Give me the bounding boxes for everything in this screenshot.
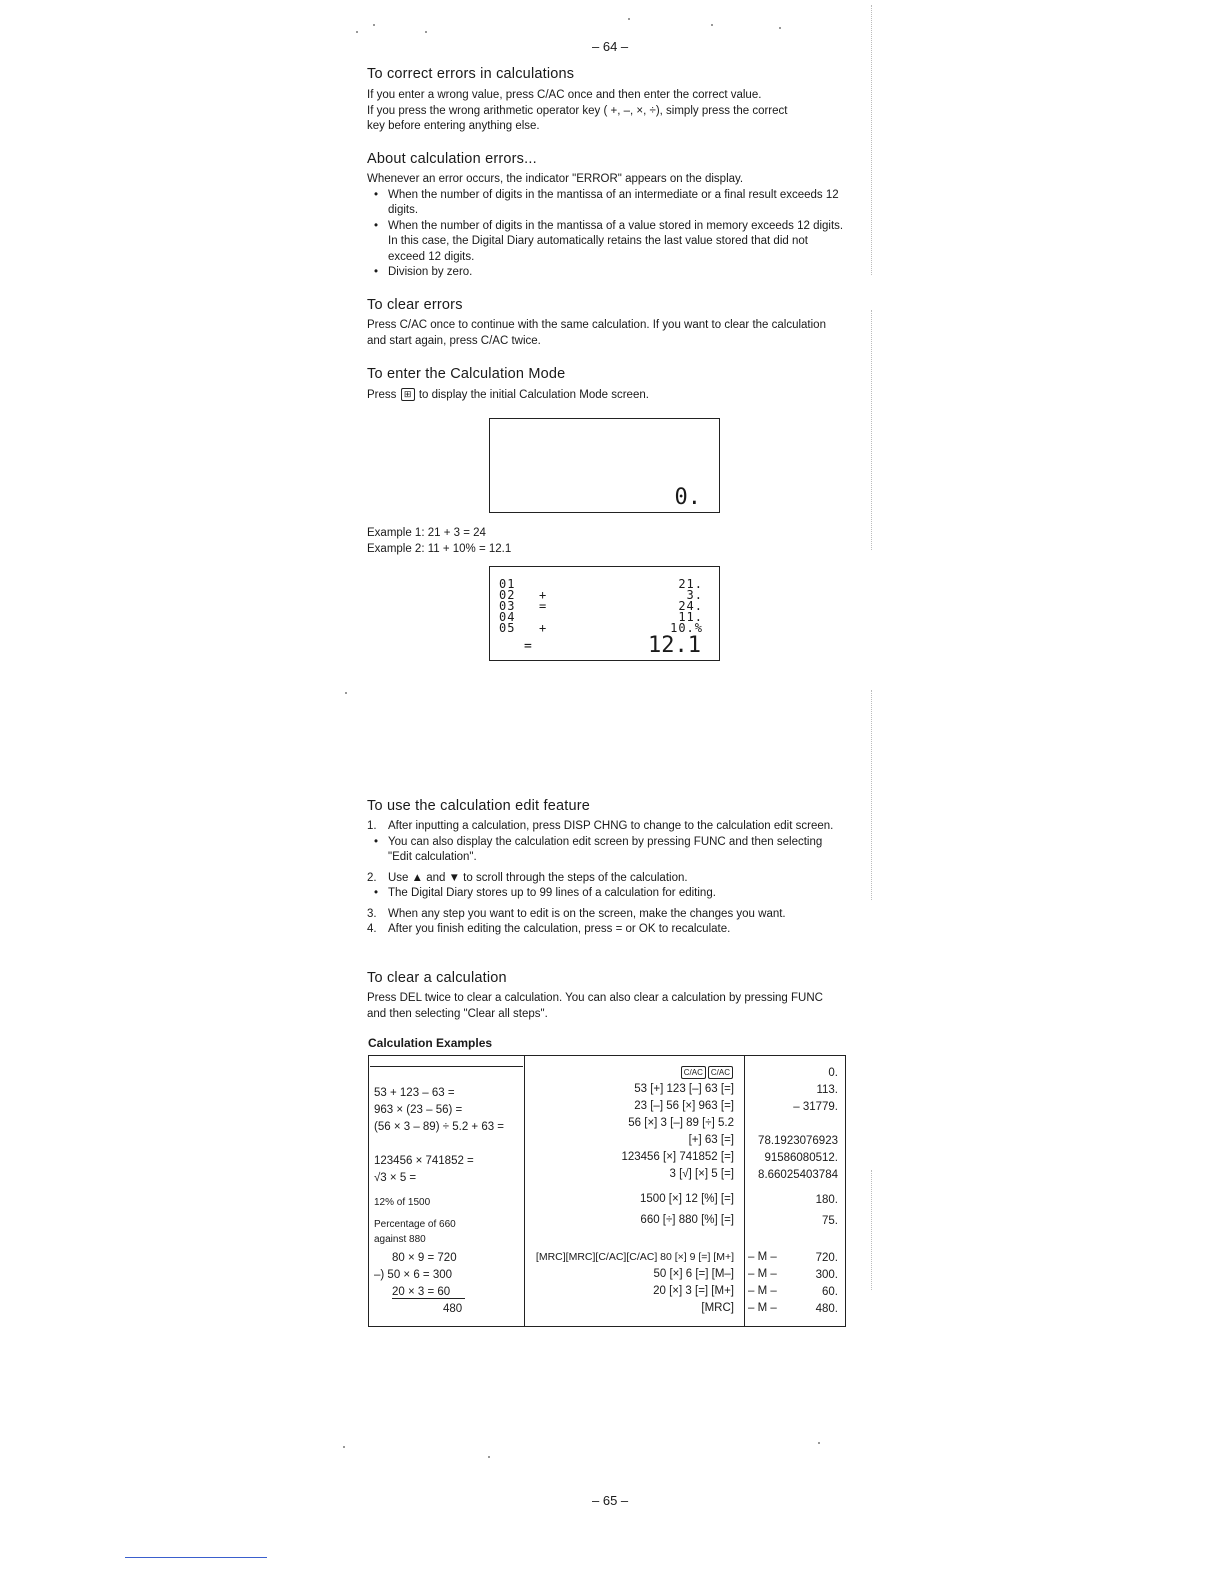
lcd-step: 03	[499, 599, 516, 613]
bullet-text: When the number of digits in the mantissa of an intermediate or a final result exceeds 12 digits.	[388, 188, 839, 216]
lcd-op: +	[539, 588, 548, 602]
expr-cell: √3 × 5 =	[374, 1172, 417, 1184]
scan-speck	[373, 24, 375, 26]
bullet-text: The Digital Diary stores up to 99 lines of a calculation for editing.	[388, 887, 716, 899]
lcd-value: 21.	[678, 577, 703, 591]
expr-cell: 20 × 3 = 60	[392, 1286, 465, 1299]
calc-mode-body	[367, 388, 845, 404]
lcd-result-op: =	[524, 639, 533, 654]
lcd-value: 3.	[686, 588, 703, 602]
lcd-step: 01	[499, 577, 516, 591]
example-2: Example 2: 11 + 10% = 12.1	[367, 542, 512, 555]
mem-indicator: – M –	[748, 1251, 777, 1263]
heading-clear-errors: To clear errors	[367, 297, 463, 313]
result-cell: 8.66025403784	[758, 1169, 838, 1181]
text-line: If you enter a wrong value, press C/AC once and then enter the correct value.	[367, 89, 762, 101]
scan-speck	[356, 31, 358, 33]
lcd-result: 12.1	[648, 633, 701, 658]
result-cell: 113.	[816, 1084, 838, 1096]
text-line: Whenever an error occurs, the indicator "ERROR" appears on the display.	[367, 173, 744, 185]
result-cell: 75.	[822, 1215, 838, 1227]
scan-edge-line	[871, 5, 873, 275]
press-word: Press	[367, 389, 397, 401]
key-icon: C/AC	[681, 1066, 706, 1079]
result-cell: 91586080512.	[764, 1152, 838, 1164]
heading-about-errors: About calculation errors...	[367, 151, 537, 167]
lcd-value: 11.	[678, 610, 703, 624]
lcd-value: 10.%	[670, 621, 703, 635]
lcd-step: 04	[499, 610, 516, 624]
bullet-item: • When the number of digits in the mantissa of a value stored in memory exceeds 12 digits. In this case, the Digital Diary automatically retains the last value stored that did not exceed 12 digits.	[374, 219, 844, 263]
expr-cell: –) 50 × 6 = 300	[374, 1269, 453, 1281]
result-cell: 60.	[822, 1286, 838, 1298]
scan-edge-line	[871, 310, 873, 550]
bullet-item: • You can also display the calculation edit screen by pressing FUNC and then selecting "Edit calculation".	[374, 835, 823, 863]
step-number: 4.	[367, 923, 377, 935]
lcd-step: 02	[499, 588, 516, 602]
keys-cell: 660 [÷] 880 [%] [=]	[640, 1214, 734, 1226]
numbered-step	[367, 819, 845, 835]
keys-cell: [MRC]	[701, 1302, 734, 1314]
text-line: If you press the wrong arithmetic operator key ( +, –, ×, ÷), simply press the correct	[367, 104, 788, 117]
expr-cell: 53 + 123 – 63 =	[374, 1087, 455, 1099]
expr-cell: 12% of 1500	[374, 1197, 431, 1208]
keys-cell: 20 [×] 3 [=] [M+]	[653, 1285, 734, 1297]
text-line: key before entering anything else.	[367, 120, 540, 132]
table-left-header-cell	[370, 1055, 523, 1067]
result-cell: 180.	[815, 1194, 838, 1206]
step-text: When any step you want to edit is on the screen, make the changes you want.	[388, 907, 786, 920]
keys-cell: 50 [×] 6 [=] [M–]	[653, 1268, 734, 1280]
scan-speck	[711, 24, 713, 26]
bullet-item: • When the number of digits in the mantissa of an intermediate or a final result exceeds 12 digits.	[374, 188, 839, 216]
bullet-item: • The Digital Diary stores up to 99 lines of a calculation for editing.	[374, 887, 716, 899]
bullet-text: When the number of digits in the mantissa of a value stored in memory exceeds 12 digits. In this case, the Digital Diary automatically retains the last value stored that did not exceed 12 digits.	[388, 219, 844, 263]
step-number: 2.	[367, 871, 377, 884]
about-errors-body	[367, 172, 845, 281]
expr-cell: (56 × 3 – 89) ÷ 5.2 + 63 =	[374, 1121, 505, 1133]
lcd-values	[670, 579, 703, 634]
page-number-top: – 64 –	[592, 39, 629, 54]
bullet-item: • Division by zero.	[374, 266, 473, 278]
col-divider	[744, 1056, 745, 1326]
correct-errors-body	[367, 88, 845, 135]
clear-calc-body: Press DEL twice to clear a calculation. You can also clear a calculation by pressing FUNC and then selecting "Clear all steps".	[367, 992, 823, 1020]
numbered-step	[367, 871, 845, 887]
keys-cell: 23 [–] 56 [×] 963 [=]	[634, 1100, 734, 1112]
step-text: Use ▲ and ▼ to scroll through the steps of the calculation.	[388, 871, 688, 884]
lcd-operators	[539, 579, 553, 634]
mem-indicator: – M –	[748, 1268, 777, 1280]
key-icon: C/AC	[708, 1066, 733, 1079]
lcd-op: +	[539, 621, 548, 635]
lcd-example-screen	[489, 566, 720, 661]
scan-speck	[628, 18, 630, 20]
lcd-initial-screen	[489, 418, 720, 513]
scan-speck	[488, 1456, 490, 1458]
calc-mode-key-icon: ⊞	[401, 388, 415, 401]
bullet-text: Division by zero.	[388, 266, 473, 278]
numbered-step	[367, 907, 845, 923]
keys-cell: 123456 [×] 741852 [=]	[621, 1151, 734, 1163]
mem-indicator: – M –	[748, 1285, 777, 1297]
heading-edit-feature: To use the calculation edit feature	[367, 798, 591, 814]
scan-speck	[818, 1442, 820, 1444]
expr-cell: 480	[443, 1303, 463, 1315]
heading-calc-mode: To enter the Calculation Mode	[367, 366, 566, 382]
lcd-display-value: 0.	[674, 485, 701, 510]
step-number: 3.	[367, 907, 377, 920]
lcd-step-numbers	[499, 579, 519, 634]
scan-speck	[343, 1446, 345, 1448]
page-number-bottom: – 65 –	[592, 1493, 629, 1508]
examples-list	[367, 526, 845, 557]
result-cell: – 31779.	[793, 1101, 838, 1113]
step-text: After you finish editing the calculation, press = or OK to recalculate.	[388, 923, 731, 935]
step-text: After inputting a calculation, press DISP CHNG to change to the calculation edit screen.	[388, 820, 834, 832]
col-divider	[524, 1056, 525, 1326]
expr-cell: 123456 × 741852 =	[374, 1155, 474, 1167]
heading-clear-calc: To clear a calculation	[367, 970, 507, 986]
scan-speck	[345, 692, 347, 694]
expr-cell: 963 × (23 – 56) =	[374, 1104, 463, 1116]
edit-feature-body	[367, 819, 845, 938]
lcd-step: 05	[499, 621, 516, 635]
expr-cell: Percentage of 660 against 880	[374, 1219, 456, 1245]
result-cell: 480.	[815, 1303, 838, 1315]
keys-cell: 56 [×] 3 [–] 89 [÷] 5.2	[628, 1117, 734, 1129]
keys-cell: 1500 [×] 12 [%] [=]	[640, 1193, 734, 1205]
lcd-op: =	[539, 599, 548, 613]
result-cell: 0.	[828, 1067, 838, 1079]
result-cell: 78.1923076923	[758, 1135, 838, 1147]
keys-cell: 53 [+] 123 [–] 63 [=]	[634, 1083, 734, 1095]
result-cell: 720.	[815, 1252, 838, 1264]
mem-indicator: – M –	[748, 1302, 777, 1314]
keys-cell: 3 [√] [×] 5 [=]	[669, 1168, 734, 1180]
keys-cell: [MRC][MRC][C/AC][C/AC] 80 [×] 9 [=] [M+]	[535, 1251, 734, 1263]
clear-errors-body: Press C/AC once to continue with the same calculation. If you want to clear the calculation and start again, press C/AC twice.	[367, 319, 826, 347]
examples-title: Calculation Examples	[368, 1036, 493, 1050]
heading-correct-errors: To correct errors in calculations	[367, 66, 575, 82]
keys-cell: [+] 63 [=]	[688, 1134, 734, 1146]
numbered-step	[367, 922, 845, 938]
result-cell: 300.	[815, 1269, 838, 1281]
link-underline	[125, 1557, 267, 1558]
scan-speck	[779, 27, 781, 29]
bullet-text: You can also display the calculation edit screen by pressing FUNC and then selecting "Edit calculation".	[388, 835, 823, 863]
scan-edge-line	[871, 1170, 873, 1290]
example-1: Example 1: 21 + 3 = 24	[367, 527, 486, 539]
scan-edge-line	[871, 690, 873, 900]
lcd-value: 24.	[678, 599, 703, 613]
calc-mode-rest: to display the initial Calculation Mode screen.	[418, 389, 649, 401]
scan-speck	[425, 31, 427, 33]
expr-cell: 80 × 9 = 720	[392, 1252, 457, 1264]
step-number: 1.	[367, 820, 377, 832]
keys-cell	[680, 1066, 734, 1079]
